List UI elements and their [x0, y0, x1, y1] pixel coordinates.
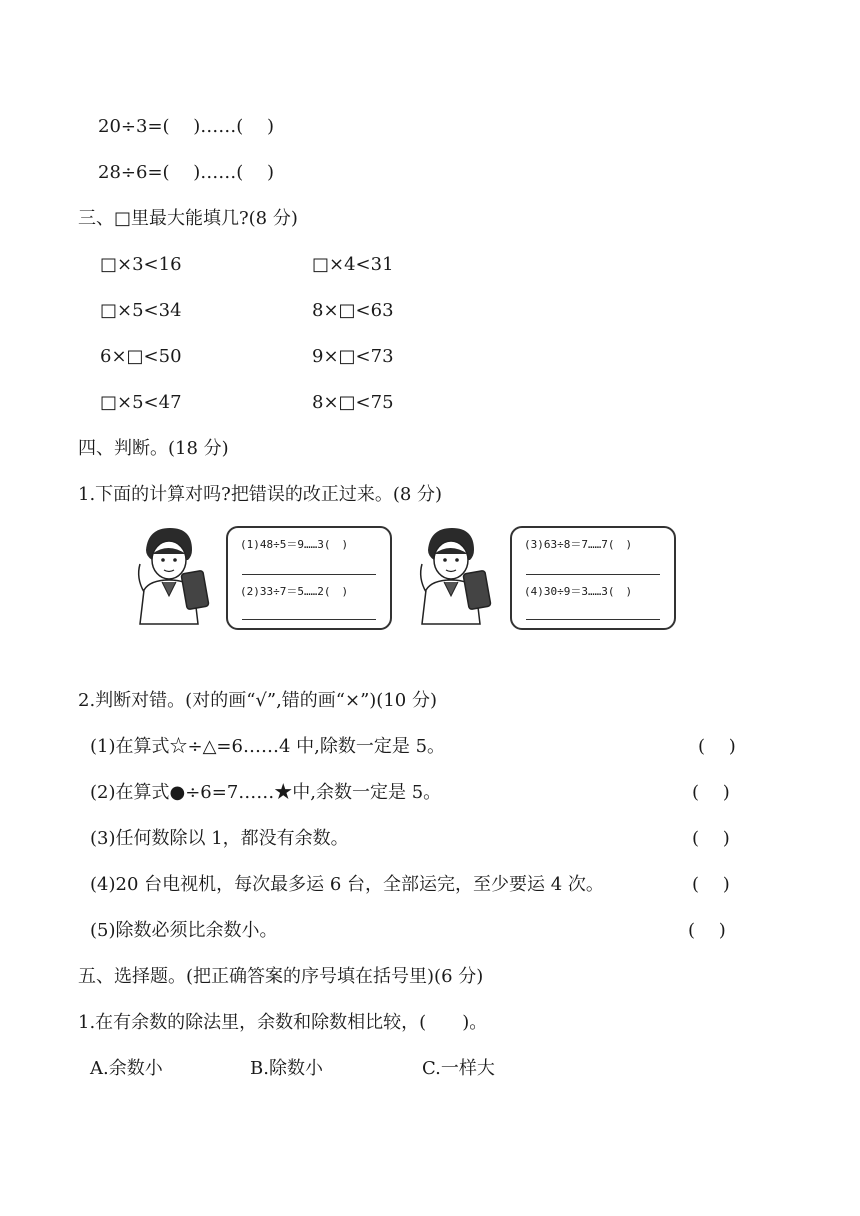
judgment-item-text: (1)在算式☆÷△=6……4 中,除数一定是 5。 — [90, 736, 446, 757]
division-row-2: 28÷6=( )……( ) — [98, 162, 275, 183]
inequality-item: 6×□<50 — [100, 346, 182, 367]
inequality-item: □×5<47 — [100, 392, 182, 413]
section-5-title: 五、选择题。(把正确答案的序号填在括号里)(6 分) — [78, 966, 484, 987]
inequality-item: □×3<16 — [100, 254, 182, 275]
choice-question: 1.在有余数的除法里，余数和除数相比较，( )。 — [78, 1012, 488, 1033]
option-b: B.除数小 — [250, 1058, 323, 1079]
answer-line — [242, 619, 376, 620]
inequality-item: 9×□<73 — [312, 346, 394, 367]
answer-paren[interactable]: ( ) — [692, 828, 730, 849]
speech-bubble-2 — [510, 526, 676, 630]
part-2-title: 2.判断对错。(对的画“√”,错的画“×”)(10 分) — [78, 690, 437, 711]
calculation-item: (2)33÷7＝5……2( ) — [240, 585, 349, 598]
judgment-item-text: (3)任何数除以 1，都没有余数。 — [90, 828, 349, 849]
judgment-item-text: (2)在算式●÷6=7……★中,余数一定是 5。 — [90, 782, 442, 803]
option-c: C.一样大 — [422, 1058, 495, 1079]
calculation-item: (4)30÷9＝3……3( ) — [524, 585, 633, 598]
section-3-title: 三、□里最大能填几?(8 分) — [78, 208, 298, 229]
division-row-1: 20÷3=( )……( ) — [98, 116, 275, 137]
student-with-tablet-icon — [400, 520, 504, 630]
calculation-item: (1)48÷5＝9……3( ) — [240, 538, 349, 551]
inequality-item: 8×□<75 — [312, 392, 394, 413]
section-4-title: 四、判断。(18 分) — [78, 438, 229, 459]
answer-paren[interactable]: ( ) — [698, 736, 736, 757]
calculation-item: (3)63÷8＝7……7( ) — [524, 538, 633, 551]
judgment-item-text: (5)除数必须比余数小。 — [90, 920, 278, 941]
answer-paren[interactable]: ( ) — [692, 782, 730, 803]
student-with-tablet-icon — [118, 520, 222, 630]
answer-paren[interactable]: ( ) — [688, 920, 726, 941]
part-1-title: 1.下面的计算对吗?把错误的改正过来。(8 分) — [78, 484, 443, 505]
answer-line — [526, 619, 660, 620]
answer-line — [242, 574, 376, 575]
inequality-item: 8×□<63 — [312, 300, 394, 321]
answer-line — [526, 574, 660, 575]
option-a: A.余数小 — [90, 1058, 163, 1079]
inequality-item: □×4<31 — [312, 254, 394, 275]
inequality-item: □×5<34 — [100, 300, 182, 321]
speech-bubble-1 — [226, 526, 392, 630]
judgment-item-text: (4)20 台电视机，每次最多运 6 台，全部运完，至少要运 4 次。 — [90, 874, 604, 895]
answer-paren[interactable]: ( ) — [692, 874, 730, 895]
